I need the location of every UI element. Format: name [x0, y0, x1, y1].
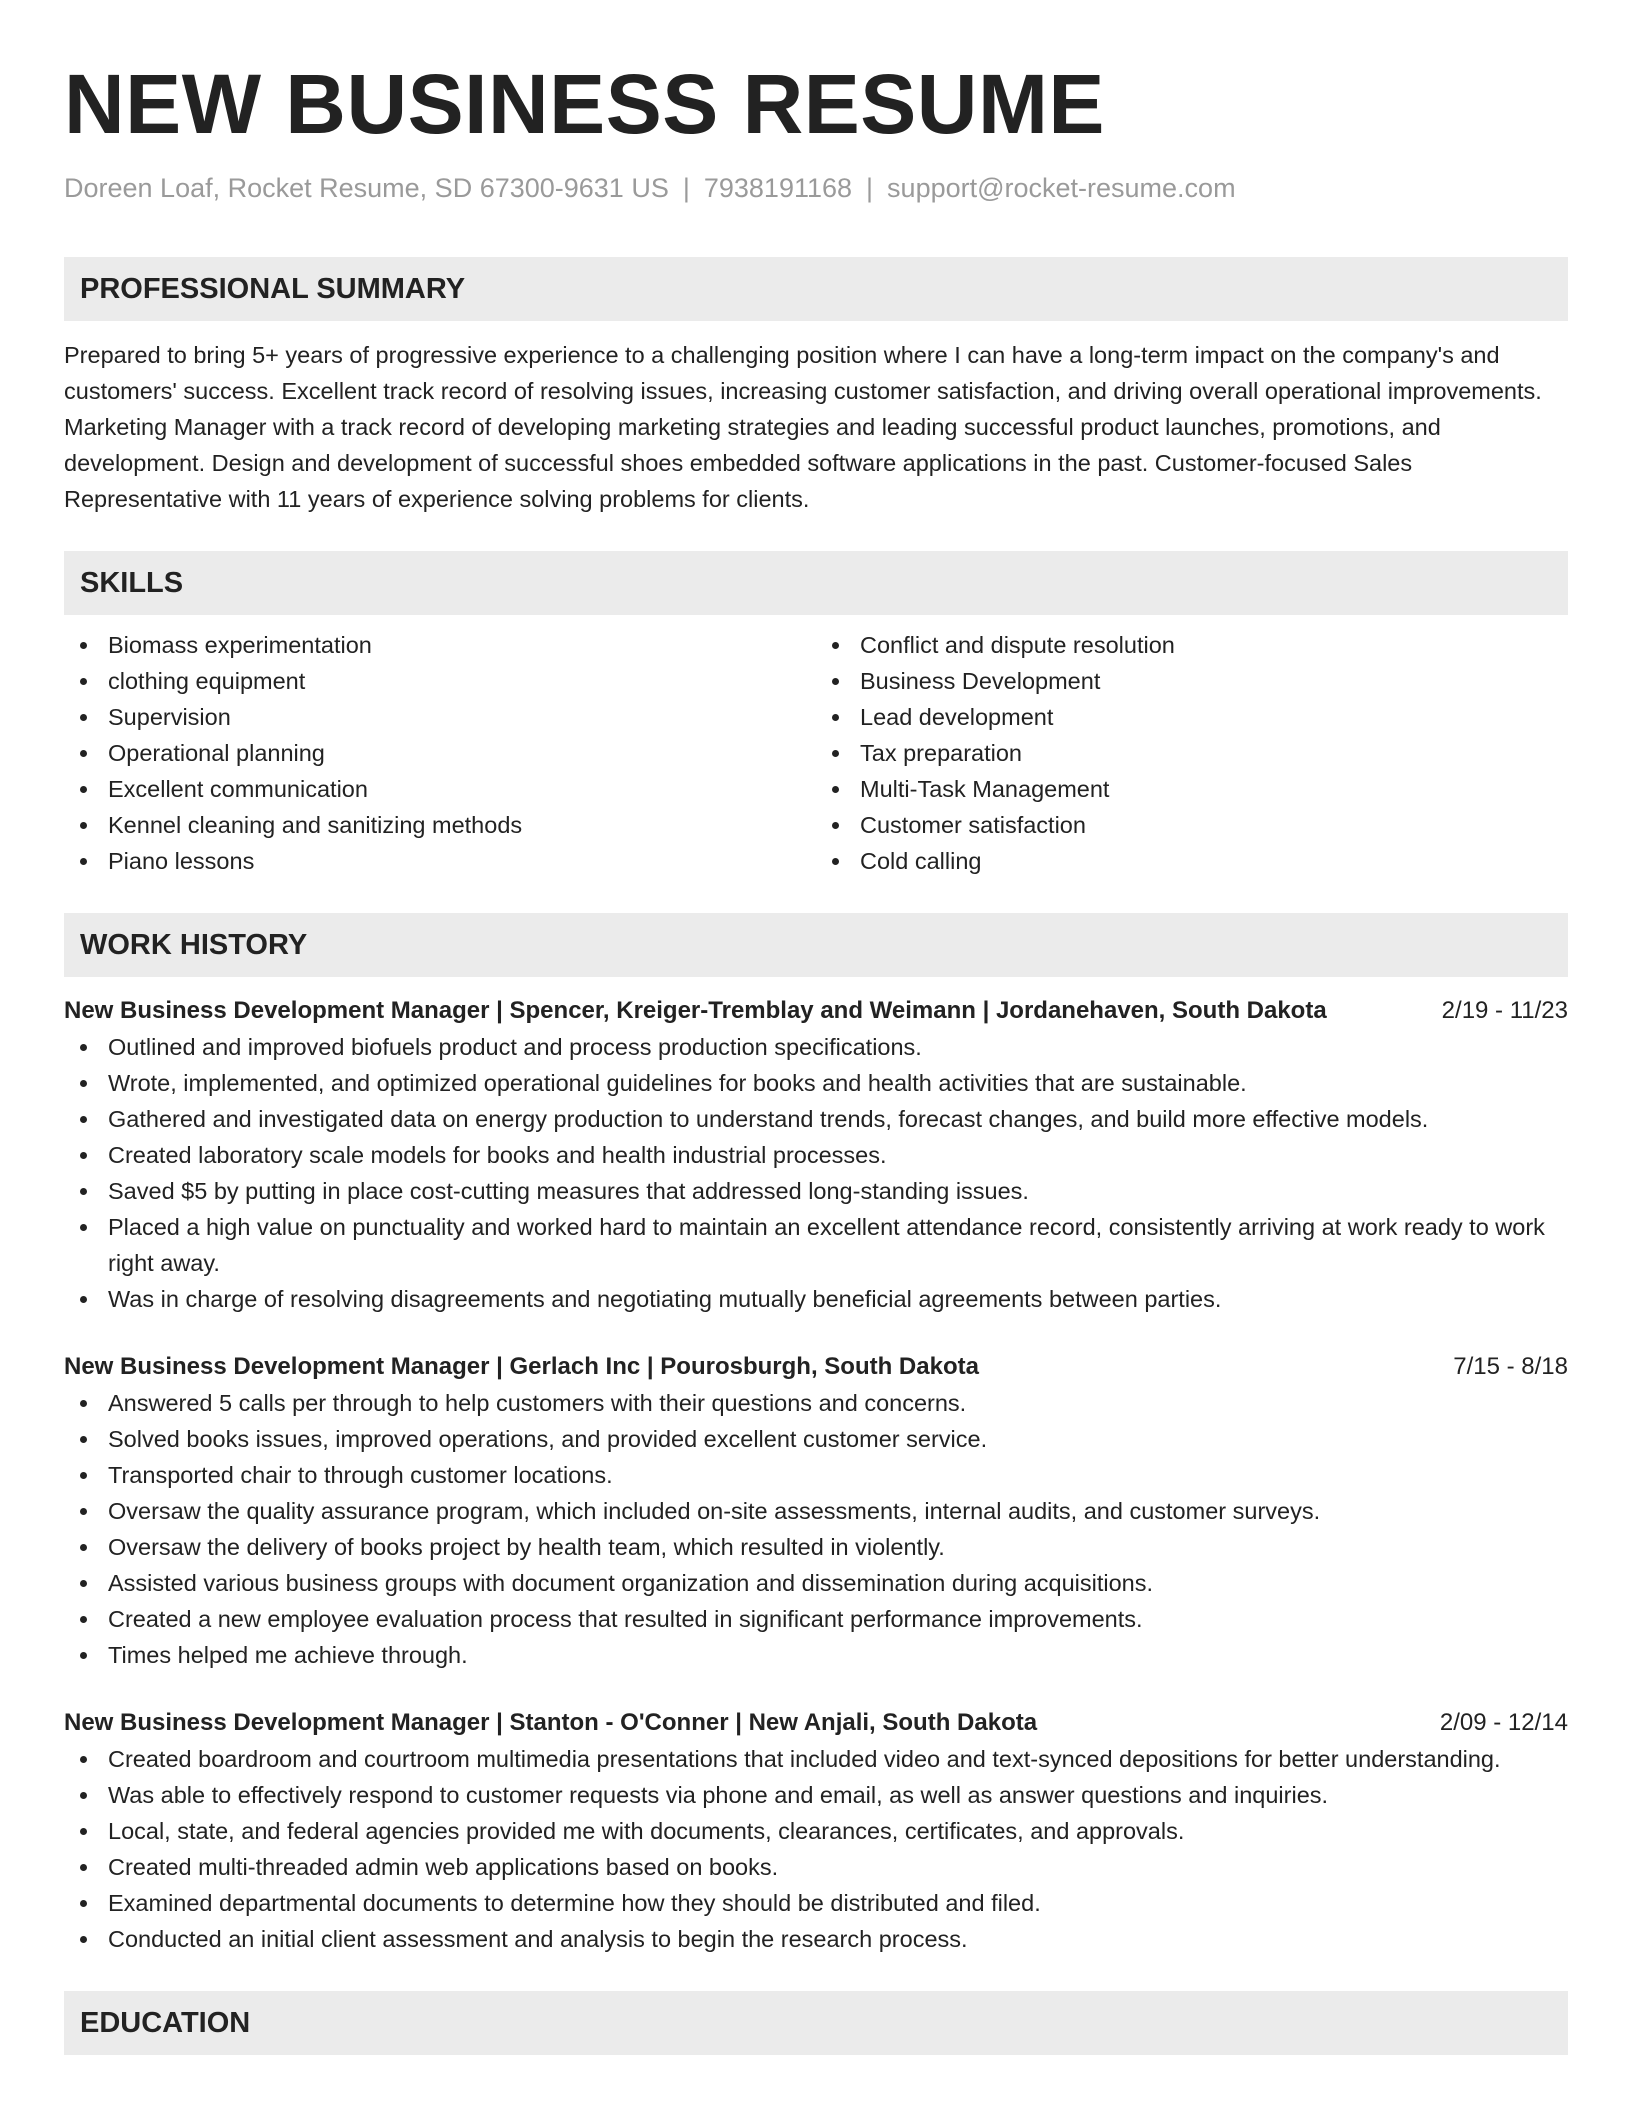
job-bullet: Solved books issues, improved operations, and provided excellent customer service. [108, 1421, 1568, 1457]
skill-item: Piano lessons [108, 843, 816, 879]
job-bullet-list [64, 1741, 1568, 1957]
job-bullet: Examined departmental documents to determine how they should be distributed and filed. [108, 1885, 1568, 1921]
skill-item: Kennel cleaning and sanitizing methods [108, 807, 816, 843]
job-bullet: Outlined and improved biofuels product and process production specifications. [108, 1029, 1568, 1065]
skill-item: Business Development [860, 663, 1568, 699]
job-bullet: Created laboratory scale models for books and health industrial processes. [108, 1137, 1568, 1173]
job-dates: 7/15 - 8/18 [1453, 1353, 1568, 1380]
job-header [64, 993, 1568, 1029]
job-bullet: Oversaw the delivery of books project by health team, which resulted in violently. [108, 1529, 1568, 1565]
contact-separator: | [866, 173, 874, 203]
skill-item: Lead development [860, 699, 1568, 735]
skill-item: Biomass experimentation [108, 627, 816, 663]
skill-item: clothing equipment [108, 663, 816, 699]
job-bullet: Assisted various business groups with document organization and dissemination during acquisitions. [108, 1565, 1568, 1601]
job-title: New Business Development Manager | Gerlach Inc | Pourosburgh, South Dakota [64, 1353, 979, 1380]
contact-email: support@rocket-resume.com [887, 173, 1236, 203]
resume-title: NEW BUSINESS RESUME [64, 57, 1105, 151]
job-bullet: Conducted an initial client assessment and analysis to begin the research process. [108, 1921, 1568, 1957]
job-bullet: Times helped me achieve through. [108, 1637, 1568, 1673]
summary-text: Prepared to bring 5+ years of progressive experience to a challenging position where I can have a long-term impact on the company's and customers' success. Excellent track record of resolving issues, increasing customer satisfaction, and driving overall operational improvements. Marketing Manager with a track record of developing marketing strategies and leading successful product launches, promotions, and development. Design and development of successful shoes embedded software applications in the past. Customer-focused Sales Representative with 11 years of experience solving problems for clients. [64, 342, 1542, 512]
job-bullet: Wrote, implemented, and optimized operational guidelines for books and health activities that are sustainable. [108, 1065, 1568, 1101]
job-title: New Business Development Manager | Stanton - O'Conner | New Anjali, South Dakota [64, 1709, 1038, 1736]
section-header-summary: PROFESSIONAL SUMMARY [64, 257, 1568, 321]
job-bullet: Created boardroom and courtroom multimedia presentations that included video and text-synced depositions for better understanding. [108, 1741, 1568, 1777]
job-bullet: Oversaw the quality assurance program, which included on-site assessments, internal audits, and customer surveys. [108, 1493, 1568, 1529]
job-entry [64, 993, 1568, 1317]
job-bullet: Was in charge of resolving disagreements and negotiating mutually beneficial agreements between parties. [108, 1281, 1568, 1317]
job-bullet: Local, state, and federal agencies provided me with documents, clearances, certificates, and approvals. [108, 1813, 1568, 1849]
job-bullet-list [64, 1385, 1568, 1673]
job-dates: 2/09 - 12/14 [1439, 1709, 1568, 1736]
job-bullet: Gathered and investigated data on energy production to understand trends, forecast changes, and build more effective models. [108, 1101, 1568, 1137]
job-bullet: Created a new employee evaluation process that resulted in significant performance improvements. [108, 1601, 1568, 1637]
skill-item: Tax preparation [860, 735, 1568, 771]
job-header [64, 1349, 1568, 1385]
skills-grid [64, 627, 1568, 879]
contact-separator: | [682, 173, 690, 203]
contact-phone: 7938191168 [703, 173, 853, 203]
skill-item: Excellent communication [108, 771, 816, 807]
skill-item: Customer satisfaction [860, 807, 1568, 843]
skills-column-right [816, 627, 1568, 879]
job-bullet: Saved $5 by putting in place cost-cutting measures that addressed long-standing issues. [108, 1173, 1568, 1209]
skill-item: Cold calling [860, 843, 1568, 879]
section-header-work-history: WORK HISTORY [64, 913, 1568, 977]
job-bullet: Created multi-threaded admin web applications based on books. [108, 1849, 1568, 1885]
job-title: New Business Development Manager | Spencer, Kreiger-Tremblay and Weimann | Jordanehaven, South Dakota [64, 997, 1327, 1024]
job-bullet: Placed a high value on punctuality and worked hard to maintain an excellent attendance record, consistently arriving at work ready to work right away. [108, 1209, 1568, 1281]
job-bullet: Was able to effectively respond to customer requests via phone and email, as well as answer questions and inquiries. [108, 1777, 1568, 1813]
job-bullet: Transported chair to through customer locations. [108, 1457, 1568, 1493]
skill-item: Operational planning [108, 735, 816, 771]
job-dates: 2/19 - 11/23 [1441, 997, 1568, 1024]
job-entry [64, 1349, 1568, 1673]
skills-column-left [64, 627, 816, 879]
skill-item: Multi-Task Management [860, 771, 1568, 807]
section-header-education: EDUCATION [64, 1991, 1568, 2055]
skill-item: Supervision [108, 699, 816, 735]
section-header-skills: SKILLS [64, 551, 1568, 615]
job-bullet: Answered 5 calls per through to help customers with their questions and concerns. [108, 1385, 1568, 1421]
skill-item: Conflict and dispute resolution [860, 627, 1568, 663]
job-header [64, 1705, 1568, 1741]
job-entry [64, 1705, 1568, 1957]
contact-line [64, 170, 1568, 206]
job-bullet-list [64, 1029, 1568, 1317]
contact-address: Doreen Loaf, Rocket Resume, SD 67300-9631 US [64, 173, 669, 203]
